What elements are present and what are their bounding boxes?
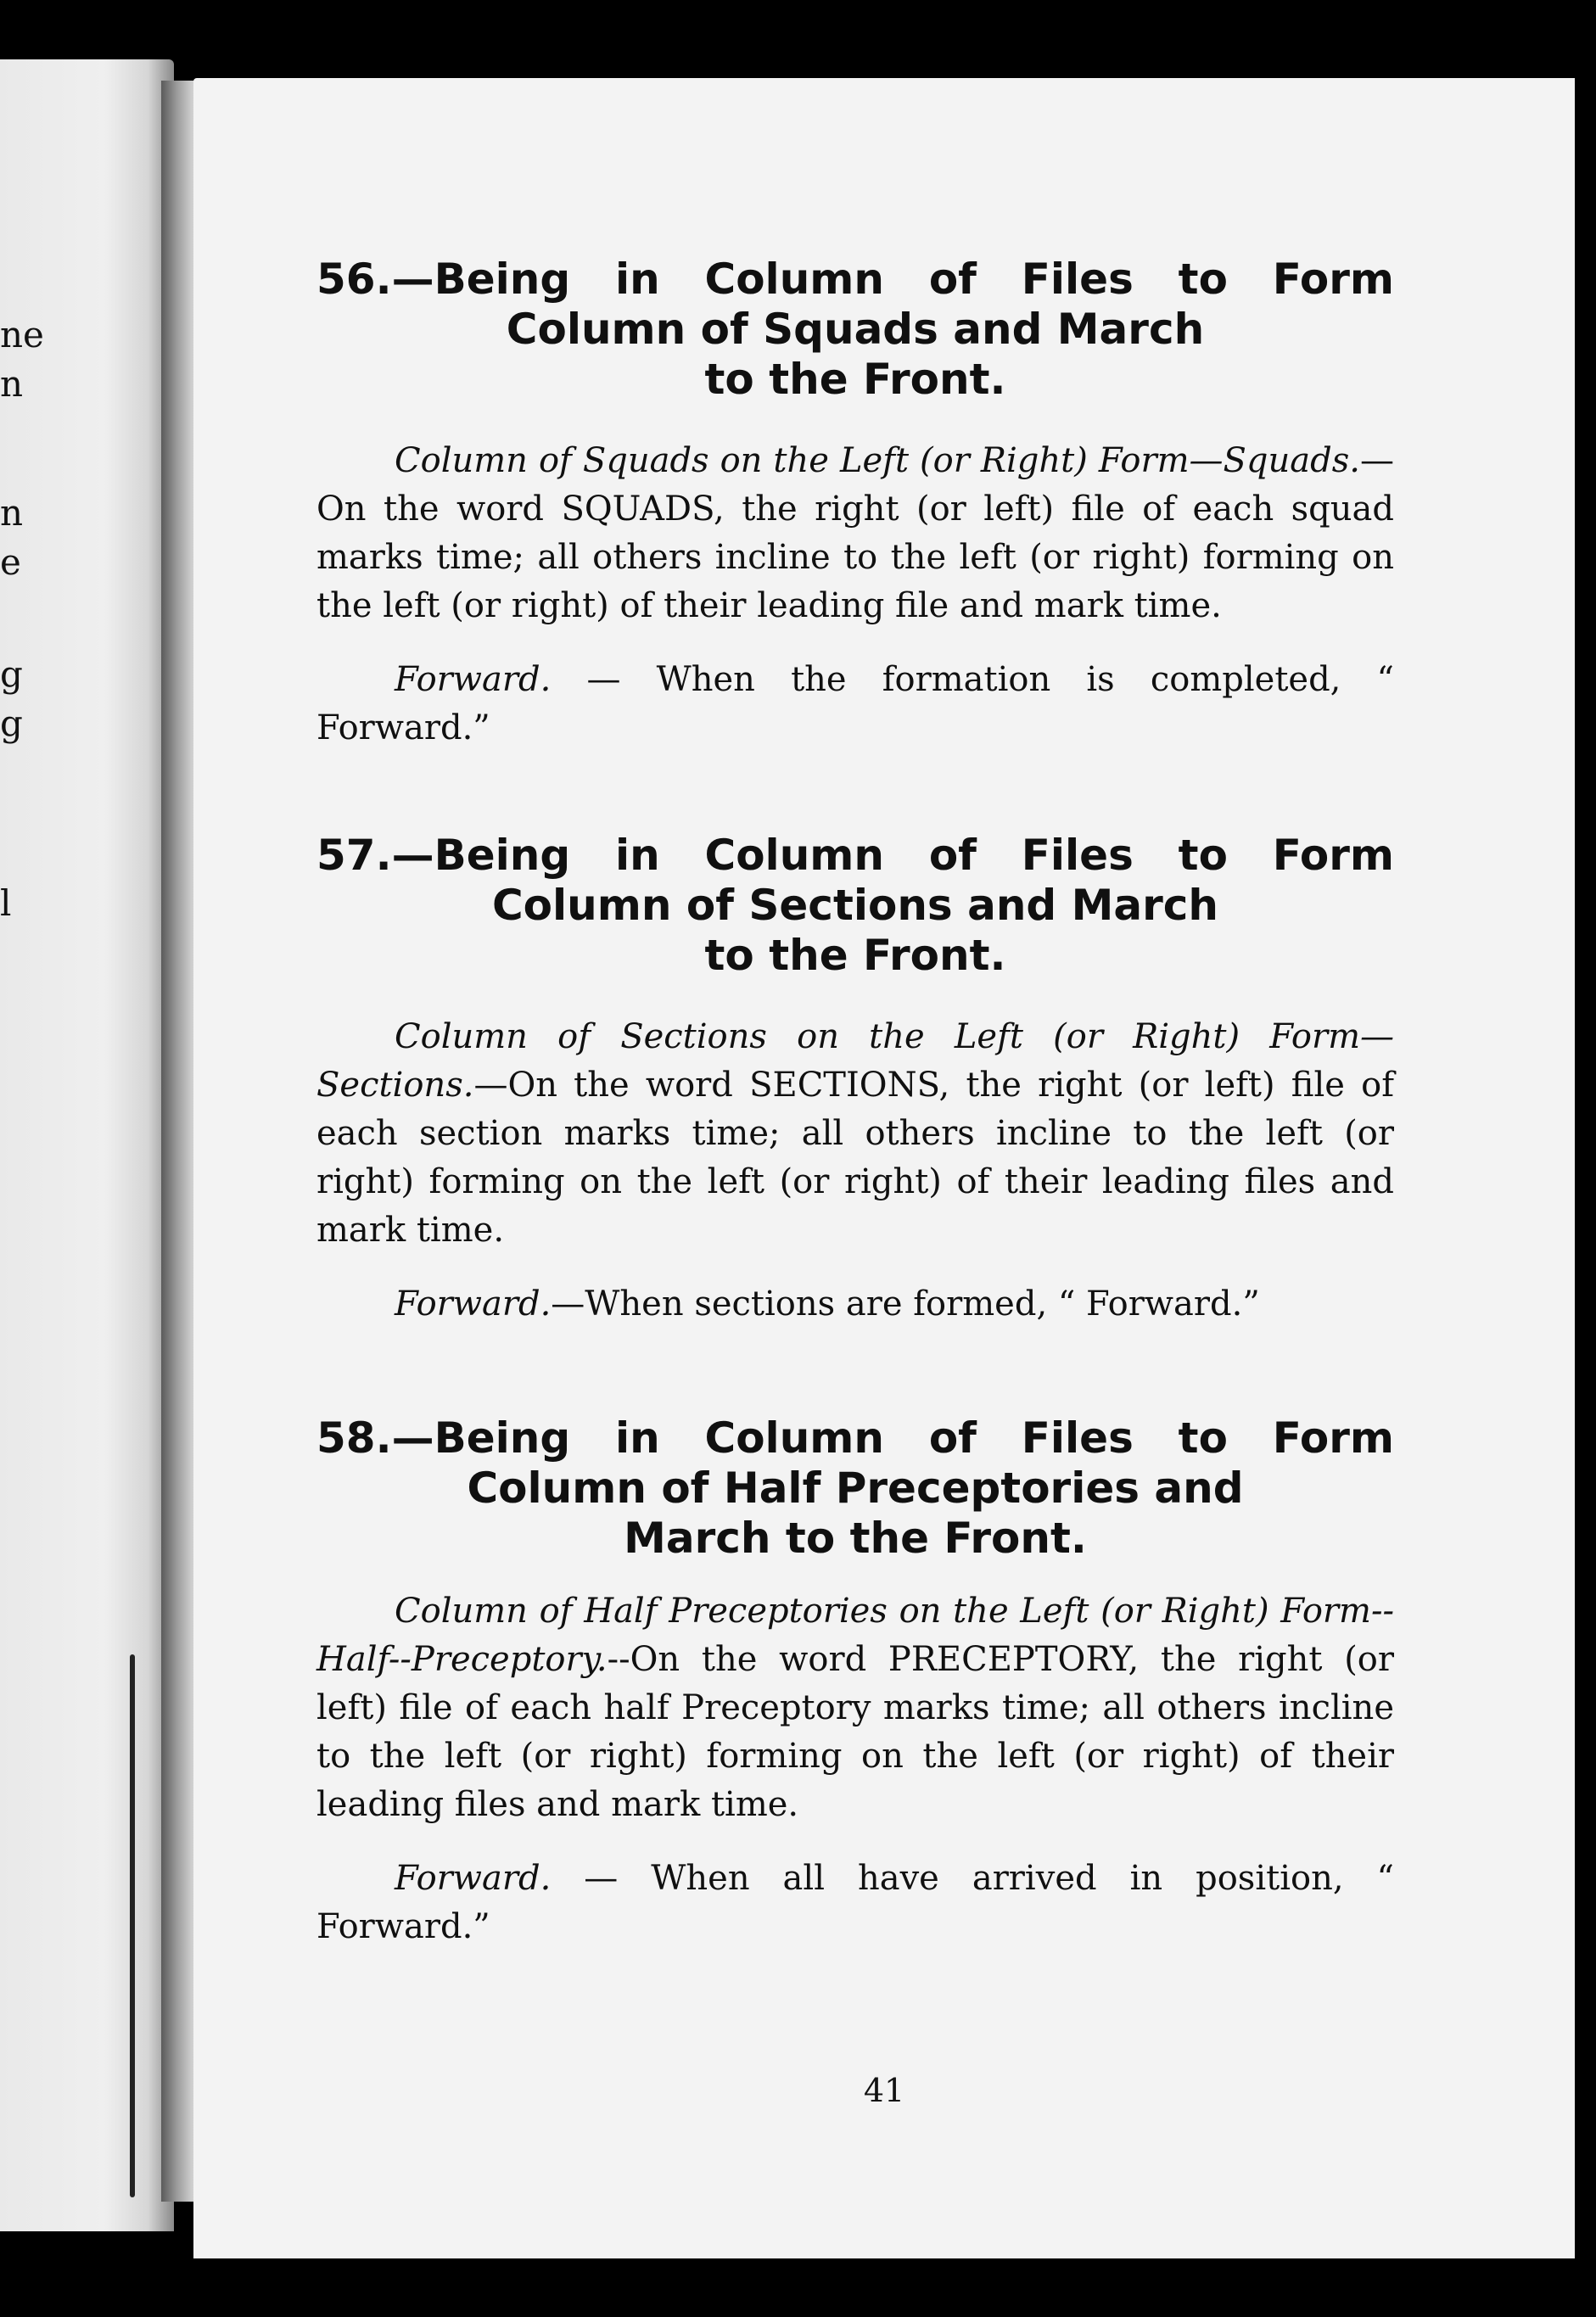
heading-line-2: Column of Half Preceptories and <box>467 1464 1244 1513</box>
heading-line-2: Column of Sections and March <box>491 881 1219 930</box>
command-paragraph <box>316 1013 1394 1255</box>
forward-italic: Forward. <box>395 660 552 699</box>
section-number: 57. <box>316 831 392 880</box>
command-text: —On the word SQUADS, the right (or left) file of each squad marks time; all others incline to the left (or right) forming on the left (or right) of their leading file and mark time. <box>316 441 1394 625</box>
fragment: g <box>0 702 23 744</box>
section-56 <box>316 255 1394 753</box>
heading-line-3: March to the Front. <box>624 1514 1087 1563</box>
fragment: e <box>0 541 21 583</box>
forward-text: — When all have arrived in position, “ Forward.” <box>316 1859 1394 1946</box>
book-page <box>193 78 1575 2258</box>
page-content <box>316 255 1394 1951</box>
forward-paragraph <box>316 1855 1394 1951</box>
fragment: n <box>0 363 24 405</box>
facing-page <box>0 59 174 2231</box>
heading-text: Being in Column of Files to Form <box>434 255 1394 304</box>
forward-paragraph <box>316 1280 1394 1329</box>
command-italic: Column of Squads on the Left (or Right) Form—Squads. <box>395 441 1360 480</box>
heading-line-1: 56.—Being in Column of Files to Form <box>316 255 1394 304</box>
fragment: ne <box>0 314 44 355</box>
section-heading <box>316 1413 1394 1564</box>
heading-line-2: Column of Squads and March <box>506 305 1205 354</box>
forward-text: — When the formation is completed, “ Forward.” <box>316 660 1394 747</box>
binding-thread <box>130 1654 135 2197</box>
page-number: 41 <box>863 2072 905 2109</box>
fragment: g <box>0 653 23 695</box>
heading-line-1: 57.—Being in Column of Files to Form <box>316 831 1394 880</box>
section-58 <box>316 1413 1394 1951</box>
command-text: --On the word PRECEPTORY, the right (or left) file of each half Preceptory marks time; all others incline to the left (or right) forming on the left (or right) of their leading files and mark time. <box>316 1640 1394 1824</box>
heading-line-3: to the Front. <box>704 355 1006 404</box>
command-paragraph <box>316 437 1394 630</box>
section-57 <box>316 831 1394 1329</box>
command-italic: Column of Sections on the Left (or Right) Form—Sections. <box>316 1017 1394 1105</box>
heading-text: Being in Column of Files to Form <box>434 831 1394 880</box>
section-heading <box>316 255 1394 405</box>
section-heading <box>316 831 1394 981</box>
forward-text: —When sections are formed, “ Forward.” <box>551 1284 1260 1324</box>
heading-line-1: 58.—Being in Column of Files to Form <box>316 1413 1394 1463</box>
command-paragraph <box>316 1587 1394 1829</box>
fragment: n <box>0 492 24 534</box>
forward-paragraph <box>316 656 1394 753</box>
fragment: l <box>0 882 12 924</box>
section-number: 56. <box>316 255 392 304</box>
forward-italic: Forward. <box>395 1284 552 1324</box>
forward-italic: Forward. <box>395 1859 552 1898</box>
command-text: —On the word SECTIONS, the right (or left) file of each section marks time; all others incline to the left (or right) forming on the left (or right) of their leading files and mark time. <box>316 1066 1394 1250</box>
heading-text: Being in Column of Files to Form <box>434 1413 1394 1463</box>
command-italic: Column of Half Preceptories on the Left (or Right) Form--Half--Preceptory. <box>316 1592 1394 1679</box>
heading-line-3: to the Front. <box>704 931 1006 980</box>
section-number: 58. <box>316 1413 392 1463</box>
